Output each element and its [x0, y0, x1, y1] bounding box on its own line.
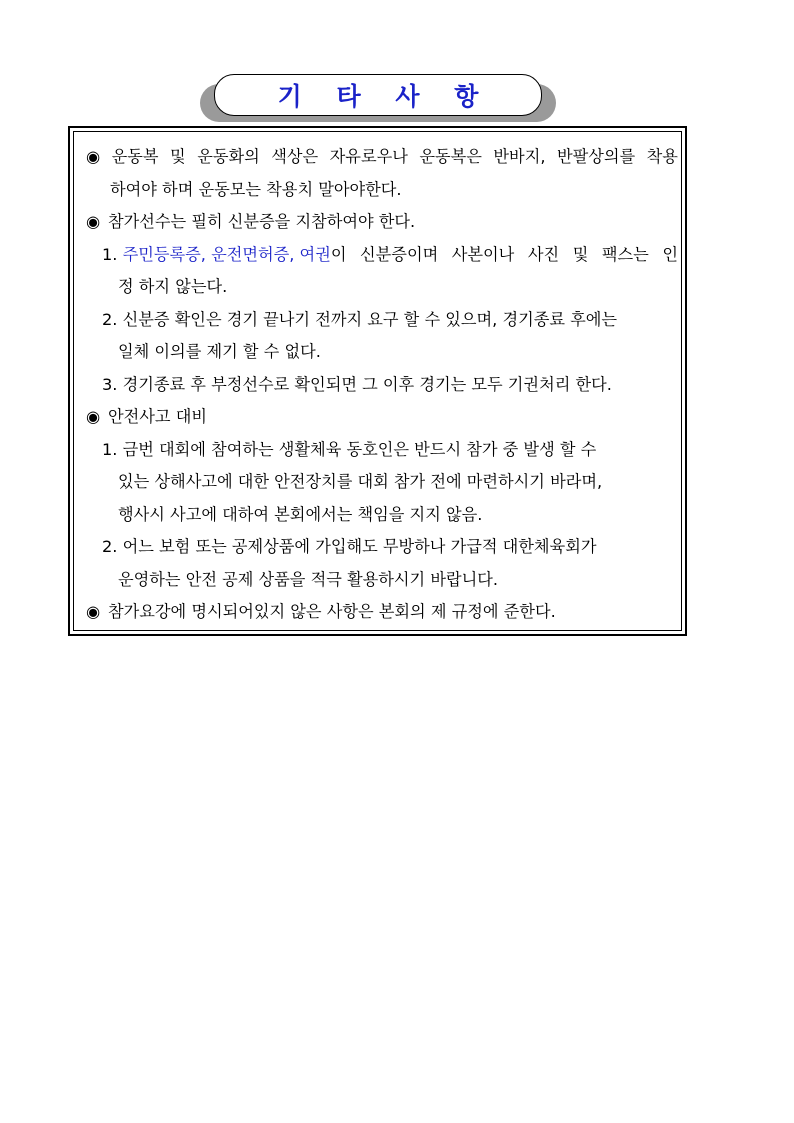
- other-rules-note: [86, 596, 678, 629]
- id-item3-line1: 3. 경기종료 후 부정선수로 확인되면 그 이후 경기는 모두 기권처리 한다.: [102, 374, 612, 394]
- word: 신분증이며: [360, 244, 439, 264]
- safety-item1-line1: 1. 금번 대회에 참여하는 생활체육 동호인은 반드시 참가 중 발생 할 수: [102, 439, 597, 459]
- id-requirement-heading: [86, 206, 678, 239]
- section-heading: 참가요강에 명시되어있지 않은 사항은 본회의 제 규정에 준한다.: [108, 602, 556, 621]
- title-banner: [214, 74, 542, 116]
- safety-item1-line2: 있는 상해사고에 대한 안전장치를 대회 참가 전에 마련하시기 바라며,: [118, 472, 603, 491]
- page-title: 기 타 사 항: [277, 82, 492, 111]
- uniform-note-line2: 하여야 하며 운동모는 착용치 말아야한다.: [110, 179, 402, 199]
- word: 사본이나: [451, 244, 515, 264]
- id-item1-line1: [86, 239, 678, 272]
- bullet-mark-icon: ◉: [86, 147, 101, 166]
- item-number: 1.: [102, 439, 118, 459]
- item-number: 2.: [102, 537, 118, 556]
- word: 및: [170, 147, 186, 166]
- word: 인: [662, 244, 678, 264]
- item-number: 1.: [102, 244, 118, 264]
- bullet-mark-icon: ◉: [86, 407, 101, 426]
- word: 색상은: [271, 147, 319, 166]
- section-heading: 안전사고 대비: [108, 407, 207, 426]
- bullet-mark-icon: ◉: [86, 212, 101, 231]
- section-heading: 참가선수는 필히 신분증을 지참하여야 한다.: [108, 212, 416, 231]
- item-number: 2.: [102, 309, 118, 329]
- id-item1-line2: 정 하지 않는다.: [118, 277, 228, 296]
- safety-item1-line3: 행사시 사고에 대하여 본회에서는 책임을 지지 않음.: [118, 504, 483, 524]
- word: 및: [572, 244, 589, 264]
- uniform-note-line1: [86, 141, 678, 174]
- accepted-id-types: 주민등록증, 운전면허증, 여권: [122, 244, 331, 264]
- safety-item2-line2: 운영하는 안전 공제 상품을 적극 활용하시기 바랍니다.: [118, 569, 499, 589]
- safety-heading: [86, 401, 678, 434]
- word: 운동화의: [197, 147, 260, 166]
- bullet-mark-icon: ◉: [86, 602, 101, 621]
- word: 팩스는: [601, 244, 649, 264]
- item-number: 3.: [102, 374, 118, 394]
- id-item2-line2: 일체 이의를 제기 할 수 없다.: [118, 342, 321, 361]
- word: 사진: [527, 244, 560, 264]
- safety-item2-line1: 2. 어느 보험 또는 공제상품에 가입해도 무방하나 가급적 대한체육회가: [102, 537, 597, 556]
- word: 운동복은: [419, 147, 482, 166]
- word: 반바지,: [493, 147, 546, 166]
- notes-content: [86, 141, 678, 629]
- id-item2-line1: 2. 신분증 확인은 경기 끝나기 전까지 요구 할 수 있으며, 경기종료 후에는: [102, 309, 618, 329]
- word: 반팔상의를: [556, 147, 636, 166]
- word: 운동복: [111, 147, 159, 166]
- word: 자유로우나: [329, 147, 408, 166]
- word: 이: [330, 244, 347, 264]
- word: 착용: [646, 147, 678, 166]
